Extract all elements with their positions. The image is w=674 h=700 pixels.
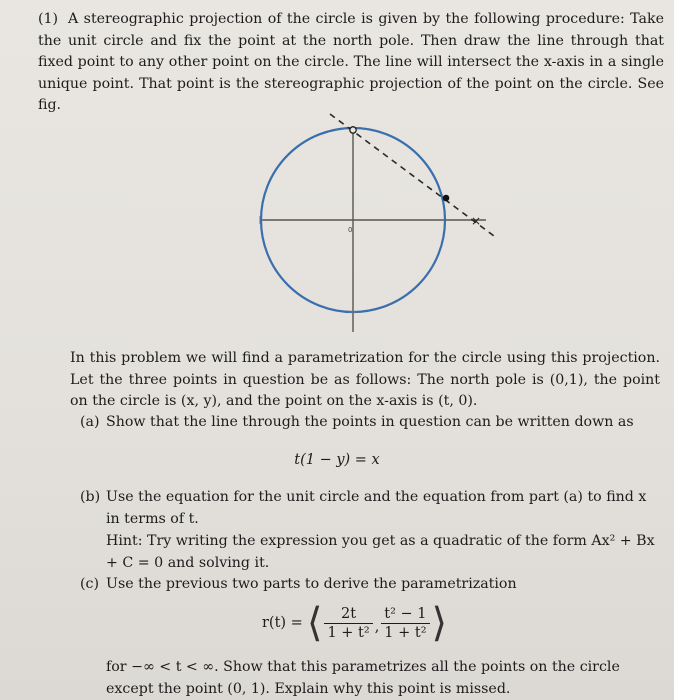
part-a-text: Show that the line through the points in question can be written down as xyxy=(106,414,634,430)
fraction-y xyxy=(381,605,429,642)
circle-point xyxy=(443,195,450,202)
part-a-label: (a) xyxy=(80,414,100,430)
parametrization-equation xyxy=(262,600,448,646)
part-b-hint: Hint: Try writing the expression you get as a quadratic of the form Ax² + Bx + C = 0 and solving it. xyxy=(106,533,655,571)
part-c-continuation xyxy=(80,657,660,700)
equation-lhs: r(t) = xyxy=(262,615,303,631)
origin-label: 0 xyxy=(348,226,353,234)
fraction-separator: , xyxy=(374,619,380,635)
part-a xyxy=(80,412,660,434)
fraction-y-denominator: 1 + t² xyxy=(384,624,427,641)
part-c-label: (c) xyxy=(80,576,100,592)
problem-intro xyxy=(38,9,664,117)
part-b-text: Use the equation for the unit circle and the equation from part (a) to find x in terms of t. xyxy=(106,489,647,527)
left-angle-bracket: ⟨ xyxy=(306,600,323,646)
part-b-label: (b) xyxy=(80,489,101,505)
part-c xyxy=(80,574,660,596)
part-a-equation: t(1 − y) = x xyxy=(294,452,380,468)
stereographic-figure xyxy=(238,108,498,338)
fraction-y-numerator: t² − 1 xyxy=(381,605,429,624)
axis-intersection-marker: × xyxy=(470,214,482,228)
part-b xyxy=(80,487,660,574)
fraction-x xyxy=(324,605,372,642)
problem-number: (1) xyxy=(38,11,59,27)
problem-body: In this problem we will find a parametrization for the circle using this projection. Let the three points in question be as follows: The north pole is (0,1), the point on the circle is (x, y), and the point on the x-axis is (t, 0). xyxy=(70,350,660,409)
fraction-x-denominator: 1 + t² xyxy=(327,624,370,641)
part-c-after-text: for −∞ < t < ∞. Show that this parametrizes all the points on the circle except the point (0, 1). Explain why this point is missed. xyxy=(106,659,620,697)
right-angle-bracket: ⟩ xyxy=(431,600,448,646)
intro-text: A stereographic projection of the circle is given by the following procedure: Take the unit circle and fix the point at the north pole. Then draw the line through that fixed point to any other point on the circle. The line will intersect the x-axis in a single unique point. That point is the stereographic projection of the point on the circle. See fig. xyxy=(38,11,664,113)
fraction-x-numerator: 2t xyxy=(324,605,372,624)
part-c-text: Use the previous two parts to derive the parametrization xyxy=(106,576,517,592)
north-pole-point xyxy=(350,127,356,133)
